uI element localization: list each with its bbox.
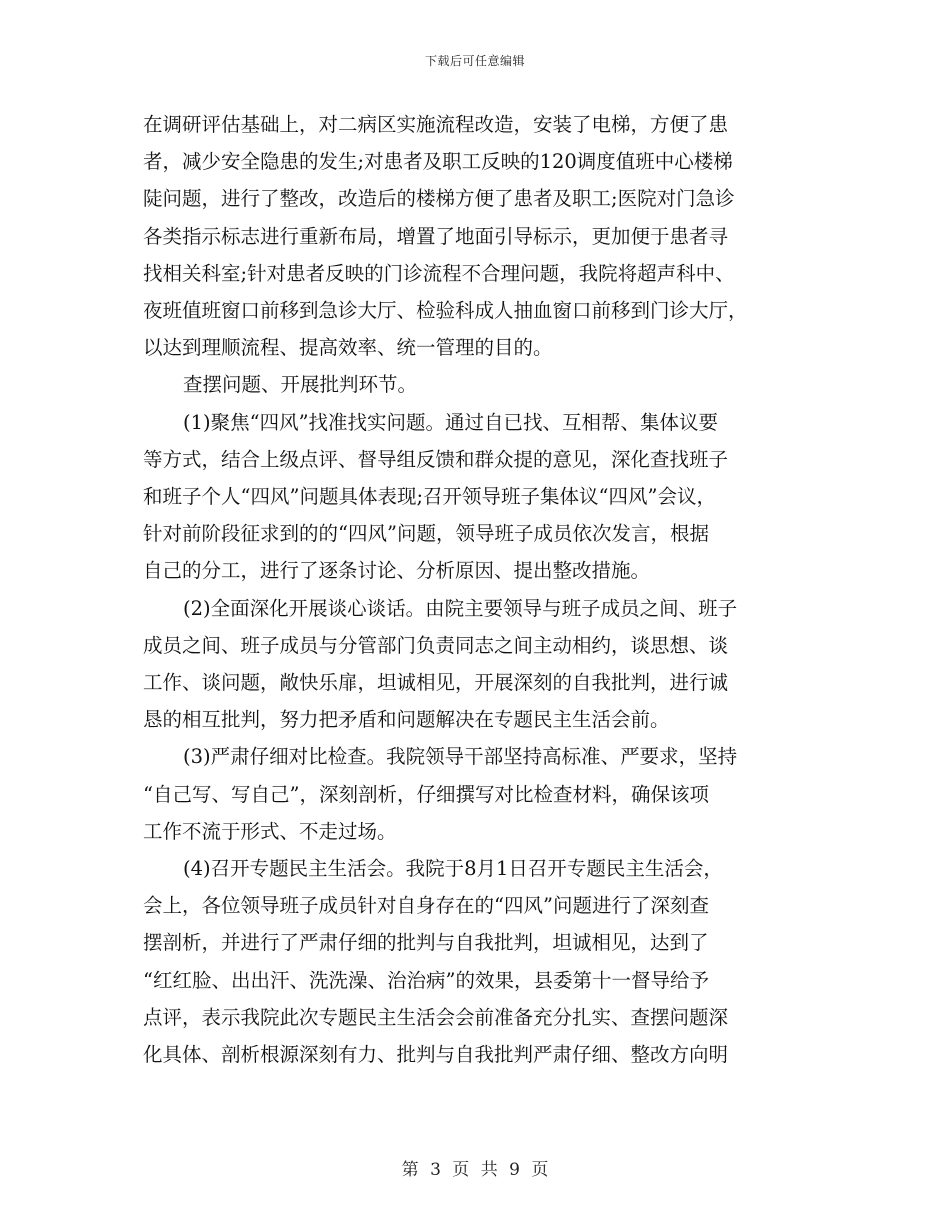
text-line: 等方式，结合上级点评、督导组反馈和群众提的意见，深化查找班子	[143, 447, 729, 471]
text-line: 夜班值班窗口前移到急诊大厅、检验科成人抽血窗口前移到门诊大厅，	[143, 299, 748, 323]
text-line: 者，减少安全隐患的发生;对患者及职工反映的120调度值班中心楼梯	[143, 150, 733, 174]
paragraph	[143, 850, 813, 1073]
paragraph	[143, 738, 813, 850]
text-line: 工作不流于形式、不走过场。	[143, 819, 397, 843]
text-line: 摆剖析，并进行了严肃仔细的批判与自我批判，坦诚相见，达到了	[143, 931, 709, 955]
paragraph	[143, 106, 813, 366]
paragraph	[143, 366, 813, 403]
text-line: 找相关科室;针对患者反映的门诊流程不合理问题，我院将超声科中、	[143, 261, 735, 285]
text-line: 针对前阶段征求到的的“四风”问题，领导班子成员依次发言，根据	[143, 522, 709, 546]
document-body	[143, 106, 813, 1073]
text-line: “自己写、写自己”，深刻剖析，仔细撰写对比检查材料，确保该项	[143, 782, 709, 806]
text-line: 查摆问题、开展批判环节。	[183, 373, 418, 397]
paragraph	[143, 590, 813, 739]
text-line: 恳的相互批判，努力把矛盾和问题解决在专题民主生活会前。	[143, 708, 670, 732]
text-line: 陡问题，进行了整改，改造后的楼梯方便了患者及职工;医院对门急诊	[143, 187, 735, 211]
text-line: 工作、谈问题，敞快乐扉，坦诚相见，开展深刻的自我批判，进行诚	[143, 671, 729, 695]
page-footer: 第 3 页 共 9 页	[401, 1160, 549, 1180]
text-line: “红红脸、出出汗、洗洗澡、治治病”的效果，县委第十一督导给予	[143, 968, 709, 992]
text-line: (4)召开专题民主生活会。我院于8月1日召开专题民主生活会，	[183, 857, 723, 881]
text-line: 各类指示标志进行重新布局，增置了地面引导标示，更加便于患者寻	[143, 224, 729, 248]
text-line: 自己的分工，进行了逐条讨论、分析原因、提出整改措施。	[143, 559, 651, 583]
text-line: (2)全面深化开展谈心谈话。由院主要领导与班子成员之间、班子	[183, 596, 738, 620]
text-line: 点评，表示我院此次专题民主生活会会前准备充分扎实、查摆问题深	[143, 1005, 729, 1029]
text-line: 成员之间、班子成员与分管部门负责同志之间主动相约，谈思想、谈	[143, 633, 729, 657]
text-line: (3)严肃仔细对比检查。我院领导干部坚持高标准、严要求，坚持	[183, 745, 738, 769]
text-line: (1)聚焦“四风”找准找实问题。通过自已找、互相帮、集体议要	[183, 410, 719, 434]
text-line: 在调研评估基础上，对二病区实施流程改造，安装了电梯，方便了患	[143, 113, 729, 136]
paragraph	[143, 404, 813, 590]
text-line: 化具体、剖析根源深刻有力、批判与自我批判严肃仔细、整改方向明	[143, 1043, 729, 1067]
page-header: 下载后可任意编辑	[424, 54, 525, 68]
text-line: 和班子个人“四风”问题具体表现;召开领导班子集体议“四风”会议，	[143, 485, 716, 509]
text-line: 以达到理顺流程、提高效率、统一管理的目的。	[143, 336, 553, 360]
text-line: 会上，各位领导班子成员针对自身存在的“四风”问题进行了深刻查	[143, 894, 709, 918]
